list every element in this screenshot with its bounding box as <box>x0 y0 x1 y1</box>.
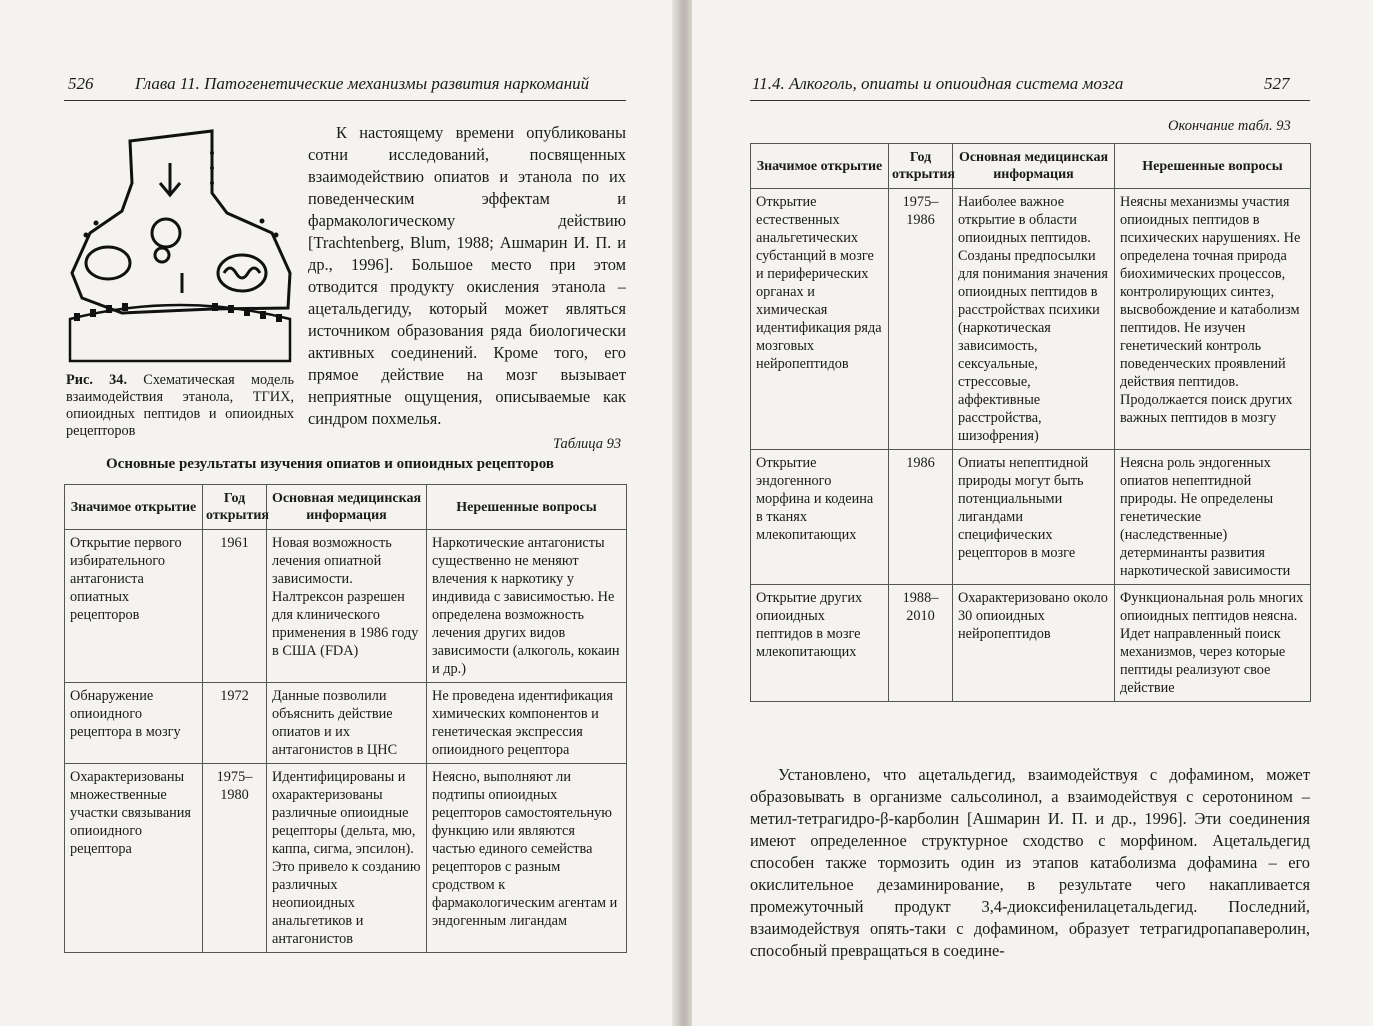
table-cell: 1975–1986 <box>889 189 953 450</box>
opiate-results-table-continued <box>750 143 1311 702</box>
table-cell: Наркотические антагонисты существенно не меняют влечения к наркотику у индивида с зависимостью. Не определена возможность лечения других видов зависимости (алкоголь, кокаин и др.) <box>427 530 627 683</box>
table-cell: 1961 <box>203 530 267 683</box>
column-header: Год открытия <box>889 144 953 189</box>
table-continuation-label: Окончание табл. 93 <box>1168 118 1291 134</box>
column-header: Значимое открытие <box>751 144 889 189</box>
table-cell: Обнаружение опиоидного рецептора в мозгу <box>65 683 203 764</box>
table-cell: Неясна роль эндогенных опиатов непептидной природы. Не определены генетические (наследственные) детерминанты развития наркотической зависимости <box>1115 450 1311 585</box>
opiate-results-table <box>64 484 627 953</box>
intro-paragraph: К настоящему времени опубликованы сотни исследований, посвященных взаимодействию опиатов и этанола по их поведенческим эффектам и фармакологическому действию [Trachtenberg, Blum, 1988; Ашмарин И. П. и др., 1996]. Большое место при этом отводится продукту окисления этанола – ацетальдегиду, который может являться источником образования ряда биологически активных соединений. Кроме того, его прямое действие на мозг вызывает неприятные ощущения, описываемые как синдром похмелья. <box>308 123 626 428</box>
table-title: Основные результаты изучения опиатов и опиоидных рецепторов <box>106 456 554 472</box>
table-cell: Наиболее важное открытие в области опиоидных пептидов. Созданы предпосылки для понимания значения опиоидных пептидов в расстройствах психики (наркотическая зависимость, сексуальные, стрессовые, аффективные расстройства, шизофрения) <box>953 189 1115 450</box>
table-cell: Открытие эндогенного морфина и кодеина в тканях млекопитающих <box>751 450 889 585</box>
closing-paragraph: Установлено, что ацетальдегид, взаимодействуя с дофамином, может образовывать в организме сальсолинол, а взаимодействуя с серотонином – метил-тетрагидро-β-карболин [Ашмарин И. П. и др., 1996]. Эти соединения имеют определенное структурное сходство с морфином. Ацетальдегид способен также тормозить один из этапов катаболизма дофамина – его окислительное дезаминирование, в результате чего накапливается промежуточный продукт 3,4-диоксифенилацетальдегид. Последний, взаимодействуя опять-таки с дофамином, образует тетрагидропапаверолин, способный превращаться в соедине- <box>750 765 1310 960</box>
table-cell: Неясны механизмы участия опиоидных пептидов в психических нарушениях. Не определена точная природа биохимических процессов, контролирующих синтез, высвобождение и катаболизм пептидов. Не изучен генетический контроль поведенческих проявлений действия пептидов. Продолжается поиск других важных пептидов в мозгу <box>1115 189 1311 450</box>
table-label: Таблица 93 <box>553 436 622 452</box>
table-row <box>65 530 627 683</box>
table-cell: 1988–2010 <box>889 585 953 702</box>
table-cell: Открытие первого избирательного антагониста опиатных рецепторов <box>65 530 203 683</box>
column-header: Нерешенные вопросы <box>427 485 627 530</box>
left-running-head: Глава 11. Патогенетические механизмы развития наркоманий <box>135 74 590 93</box>
table-cell: Опиаты непептидной природы могут быть потенциальными лигандами специфических рецепторов в мозге <box>953 450 1115 585</box>
column-header: Значимое открытие <box>65 485 203 530</box>
table-cell: 1986 <box>889 450 953 585</box>
right-header-rule <box>750 100 1310 101</box>
right-page-number: 527 <box>1264 74 1290 93</box>
table-cell: Открытие естественных анальгетических субстанций в мозге и периферических органах и химическая идентификация ряда мозговых нейропептидов <box>751 189 889 450</box>
column-header: Основная медицинская информация <box>953 144 1115 189</box>
table-cell: Функциональная роль многих опиоидных пептидов неясна. Идет направленный поиск механизмов, через которые пептиды реализуют свое действие <box>1115 585 1311 702</box>
table-cell: Охарактеризовано около 30 опиоидных нейропептидов <box>953 585 1115 702</box>
figure-caption <box>66 372 294 440</box>
left-header-rule <box>64 100 626 101</box>
table-cell: Данные позволили объяснить действие опиатов и их антагонистов в ЦНС <box>267 683 427 764</box>
figure-34-diagram <box>62 123 298 369</box>
figure-caption-label: Рис. 34. <box>66 372 128 388</box>
right-page <box>692 0 1373 1026</box>
left-page-number: 526 <box>68 74 94 93</box>
table-cell: 1975–1980 <box>203 764 267 953</box>
right-running-head: 11.4. Алкоголь, опиаты и опиоидная система мозга <box>752 74 1124 93</box>
table-row <box>751 189 1311 450</box>
table-cell: Не проведена идентификация химических компонентов и генетическая экспрессия опиоидного рецептора <box>427 683 627 764</box>
table-cell: 1972 <box>203 683 267 764</box>
table-cell: Охарактеризованы множественные участки связывания опиоидного рецептора <box>65 764 203 953</box>
figure-caption-text: Схематическая модель взаимодействия этанола, ТГИХ, опиоидных пептидов и опиоидных рецепторов <box>66 372 294 439</box>
column-header: Год открытия <box>203 485 267 530</box>
table-cell: Неясно, выполняют ли подтипы опиоидных рецепторов самостоятельную функцию или являются частью единого семейства рецепторов с разным сродством к фармакологическим агентам и эндогенным лигандам <box>427 764 627 953</box>
table-row <box>751 585 1311 702</box>
column-header: Нерешенные вопросы <box>1115 144 1311 189</box>
table-row <box>751 450 1311 585</box>
table-cell: Новая возможность лечения опиатной зависимости. Налтрексон разрешен для клинического применения в 1986 году в США (FDA) <box>267 530 427 683</box>
table-row <box>65 683 627 764</box>
table-cell: Открытие других опиоидных пептидов в мозге млекопитающих <box>751 585 889 702</box>
table-row <box>65 764 627 953</box>
table-cell: Идентифицированы и охарактеризованы различные опиоидные рецепторы (дельта, мю, каппа, сигма, эпсилон). Это привело к созданию различных неопиоидных анальгетиков и антагонистов <box>267 764 427 953</box>
left-page <box>0 0 676 1026</box>
column-header: Основная медицинская информация <box>267 485 427 530</box>
